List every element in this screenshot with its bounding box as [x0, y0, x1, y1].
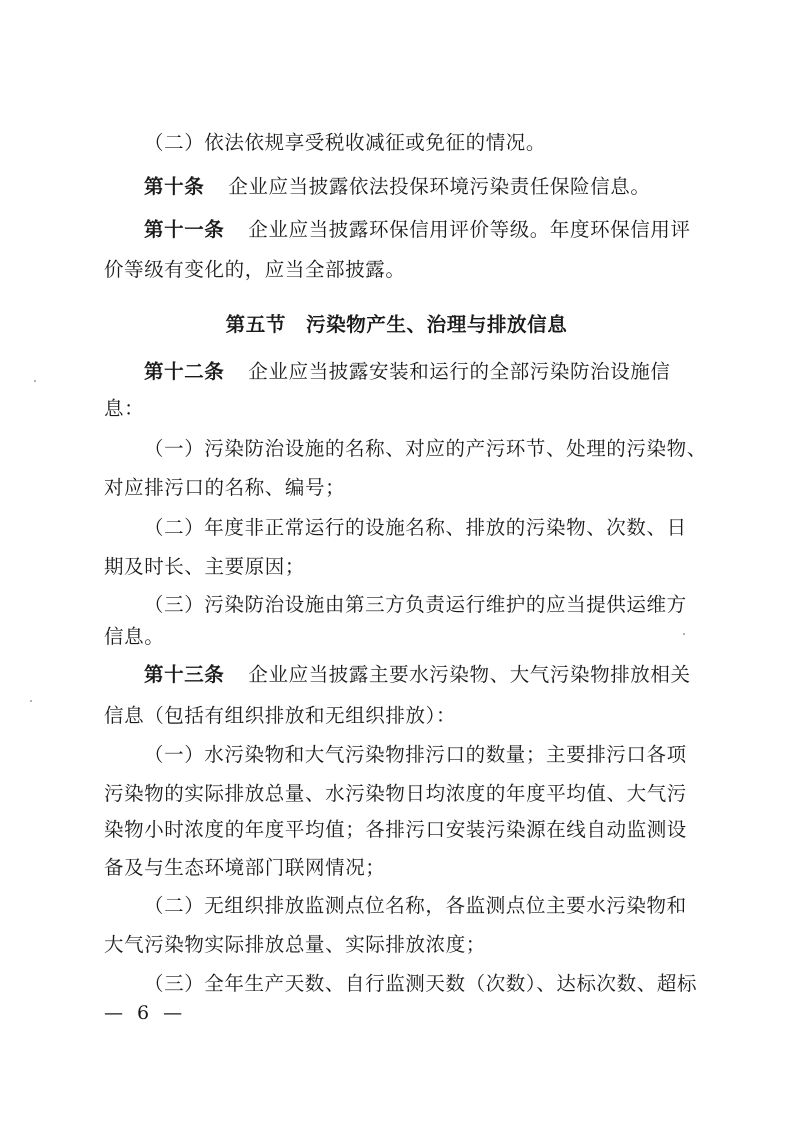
line-text: 污染物的实际排放总量、水污染物日均浓度的年度平均值、大气污: [104, 782, 687, 805]
article-13-item-3: [144, 972, 744, 996]
article-12-continued: [104, 397, 704, 421]
line-text: 企业应当披露主要水污染物、大气污染物排放相关: [248, 663, 691, 686]
line-text: （三）污染防治设施由第三方负责运行维护的应当提供运维方: [144, 593, 687, 616]
article-13-item-1: [144, 743, 744, 767]
line-text: 息：: [104, 397, 145, 420]
line-text: 对应排污口的名称、编号；: [104, 476, 346, 499]
article-10: [144, 175, 744, 199]
line-text: （一）水污染物和大气污染物排污口的数量；主要排污口各项: [144, 743, 687, 766]
line-text: 备及与生态环境部门联网情况；: [104, 856, 386, 879]
line-text: 企业应当披露安装和运行的全部污染防治设施信: [248, 360, 671, 383]
article-12-item-3: [144, 593, 744, 617]
line-text: 大气污染物实际排放总量、实际排放浓度；: [104, 933, 486, 956]
line-text: 企业应当披露环保信用评价等级。年度环保信用评: [248, 218, 691, 241]
article-11-continued: [104, 258, 704, 282]
line-text: 价等级有变化的，应当全部披露。: [104, 258, 406, 281]
article-13-continued: [104, 704, 704, 728]
line-text: （三）全年生产天数、自行监测天数（次数）、达标次数、超标: [144, 972, 698, 995]
scan-speck: [30, 700, 32, 702]
article-13-item-1-line-2: [104, 782, 704, 806]
article-12-item-1-continued: [104, 476, 704, 500]
line-text: （一）污染防治设施的名称、对应的产污环节、处理的污染物、: [144, 437, 707, 460]
scan-speck: [683, 633, 685, 635]
article-heading: 第十二条: [144, 360, 225, 383]
line-text: 信息（包括有组织排放和无组织排放）：: [104, 704, 457, 727]
line-text: （二）年度非正常运行的设施名称、排放的污染物、次数、日: [144, 516, 687, 539]
article-heading: 第十三条: [144, 663, 225, 686]
article-12: [144, 360, 744, 384]
article-13-item-2-continued: [104, 933, 704, 957]
article-13-item-1-line-3: [104, 818, 704, 842]
line-text: 染物小时浓度的年度平均值；各排污口安装污染源在线自动监测设: [104, 818, 687, 841]
article-13: [144, 663, 744, 687]
article-heading: 第十一条: [144, 218, 225, 241]
article-12-item-3-continued: [104, 625, 704, 649]
scan-speck: [34, 380, 36, 382]
item-tax-reduction: [144, 131, 744, 155]
section-heading: 第五节 污染物产生、治理与排放信息: [225, 313, 568, 336]
line-text: 企业应当披露依法投保环境污染责任保险信息。: [228, 175, 651, 198]
article-11: [144, 218, 744, 242]
article-12-item-1: [144, 437, 744, 461]
article-12-item-2-continued: [104, 555, 704, 579]
article-12-item-2: [144, 516, 744, 540]
line-text: 期及时长、主要原因；: [104, 555, 306, 578]
line-text: 信息。: [104, 625, 165, 648]
line-text: （二）依法依规享受税收减征或免征的情况。: [144, 131, 547, 154]
page-number: — 6 —: [104, 1002, 187, 1024]
article-13-item-2: [144, 894, 744, 918]
line-text: （二）无组织排放监测点位名称，各监测点位主要水污染物和: [144, 894, 687, 917]
article-13-item-1-line-4: [104, 856, 704, 880]
article-heading: 第十条: [144, 175, 205, 198]
